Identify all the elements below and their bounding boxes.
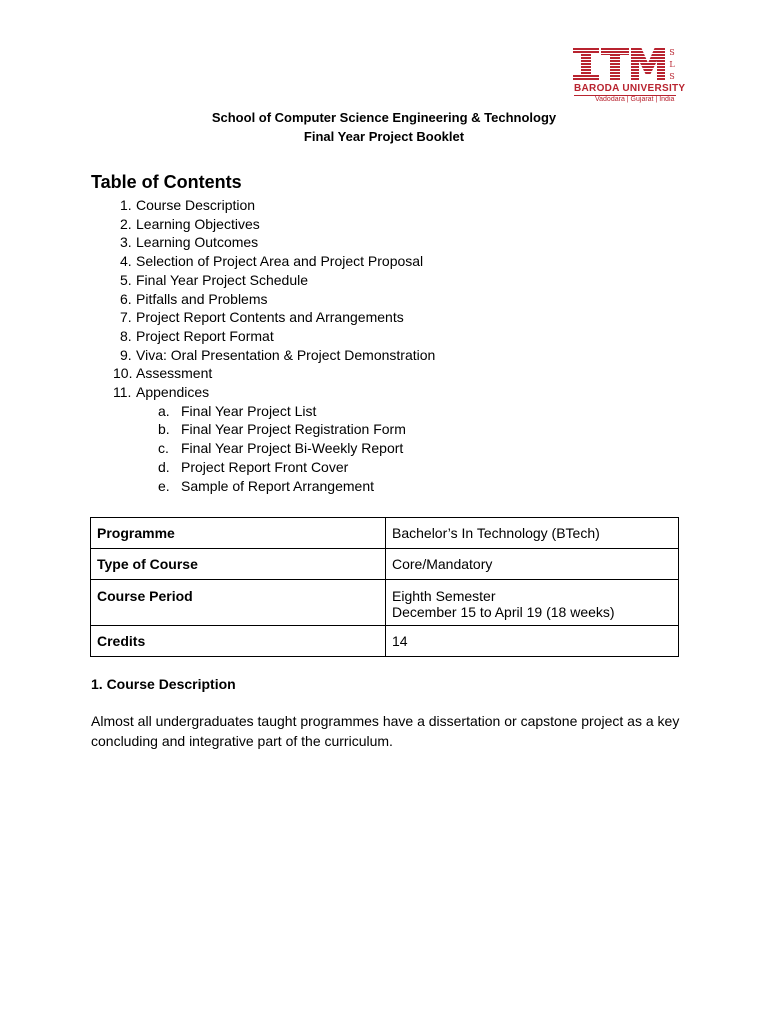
sls-letter-s1: S: [669, 48, 675, 57]
section-paragraph: Almost all undergraduates taught programmes have a dissertation or capstone project as a key concluding and integrative part of the curriculum.: [91, 713, 680, 749]
toc-subitem-letter: b.: [158, 421, 170, 438]
toc-item-label: Project Report Contents and Arrangements: [136, 309, 404, 326]
table-row: [91, 549, 679, 580]
table-key-credits: Credits: [91, 626, 386, 657]
toc-item-label: Viva: Oral Presentation & Project Demonstration: [136, 346, 436, 363]
table-key-type-of-course: Type of Course: [91, 549, 386, 580]
table-key-course-period: Course Period: [91, 580, 386, 626]
toc-item-label: Learning Outcomes: [136, 234, 259, 251]
table-key-programme: Programme: [91, 518, 386, 549]
toc-subitem-letter: a.: [158, 402, 170, 419]
itm-logo-mark: [573, 45, 665, 85]
toc-item-label: Final Year Project Schedule: [136, 271, 308, 288]
toc-item-number: 1.: [120, 197, 132, 213]
toc-item-number: 3.: [120, 234, 132, 251]
toc-subitem-letter: e.: [158, 477, 170, 494]
school-name: School of Computer Science Engineering & Technology: [211, 110, 557, 125]
toc-item-number: 6.: [120, 290, 132, 307]
table-value-programme: Bachelor’s In Technology (BTech): [386, 518, 679, 549]
university-location: Vadodara | Gujarat | India: [595, 96, 675, 103]
course-period-line: Eighth Semester: [392, 588, 496, 604]
toc-subitem-label: Project Report Front Cover: [181, 458, 349, 475]
toc-subitem-label: Final Year Project List: [181, 402, 317, 419]
course-period-line: December 15 to April 19 (18 weeks): [392, 604, 615, 620]
booklet-title: Final Year Project Booklet: [303, 129, 465, 144]
sls-letters: [666, 47, 678, 83]
toc-item-number: 7.: [120, 309, 132, 326]
university-logo: [573, 45, 686, 107]
toc-item-label: Learning Objectives: [136, 215, 260, 232]
toc-item-label: Appendices: [136, 384, 210, 400]
course-info-table: [90, 517, 679, 657]
toc-item-number: 11.: [113, 384, 132, 400]
toc-item-number: 9.: [120, 346, 132, 363]
toc-item-label: Course Description: [136, 197, 256, 213]
table-value-course-period: [386, 580, 679, 626]
sls-letter-l: L: [669, 60, 675, 69]
toc-title: Table of Contents: [91, 172, 242, 192]
table-row: [91, 626, 679, 657]
toc-item-number: 2.: [120, 215, 132, 232]
toc-item-number: 5.: [120, 271, 132, 288]
table-value-credits: 14: [386, 626, 679, 657]
toc-item-label: Assessment: [136, 365, 213, 382]
toc-subitem-label: Final Year Project Registration Form: [181, 421, 406, 438]
sls-letter-s2: S: [669, 72, 675, 81]
section-heading: 1. Course Description: [91, 676, 236, 692]
toc-item-label: Selection of Project Area and Project Proposal: [136, 253, 424, 270]
table-row: [91, 580, 679, 626]
toc-subitem-label: Final Year Project Bi-Weekly Report: [181, 440, 404, 457]
toc-item-label: Pitfalls and Problems: [136, 290, 268, 307]
toc-item-number: 8.: [120, 327, 132, 344]
toc-subitem-label: Sample of Report Arrangement: [181, 477, 374, 494]
toc-subitem-letter: d.: [158, 458, 170, 475]
table-row: [91, 518, 679, 549]
university-name: BARODA UNIVERSITY: [574, 83, 686, 94]
toc-subitem-letter: c.: [158, 440, 169, 457]
toc-item-number: 4.: [120, 253, 132, 270]
toc-item-label: Project Report Format: [136, 327, 274, 344]
toc-item-number: 10.: [113, 365, 133, 382]
table-value-type-of-course: Core/Mandatory: [386, 549, 679, 580]
